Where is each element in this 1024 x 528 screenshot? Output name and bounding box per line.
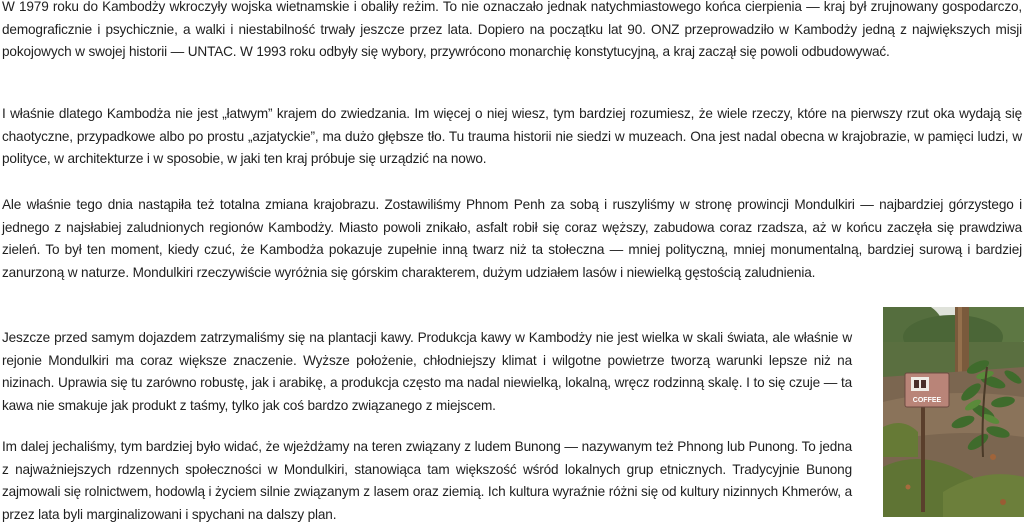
coffee-plantation-photo [883, 307, 1024, 517]
sign-text: COFFEE [912, 397, 942, 404]
paragraph-bunong: Im dalej jechaliśmy, tym bardziej było widać, że wjeżdżamy na teren związany z ludem Bunong — nazywanym też Phnong lub Punong. To jedna z najważniejszych rdzennych społeczności w Mondulkiri, stanowiąca tam większość wśród lokalnych grup etnicznych. Tradycyjnie Bunong zajmowali się rolnictwem, hodowlą i życiem silnie związanym z lasem oraz ziemią. Ich kultura wyraźnie różni się od kultury nizinnych Khmerów, a przez lata byli marginalizowani i spychani na dalszy plan. [2, 439, 852, 522]
paragraph-trauma: I właśnie dlatego Kambodża nie jest „łatwym” krajem do zwiedzania. Im więcej o niej wiesz, tym bardziej rozumiesz, że wiele rzeczy, które na pierwszy rzut oka wydają się chaotyczne, przypadkowe albo po prostu „azjatyckie”, ma dużo głębsze tło. Tu trauma historii nie siedzi w muzeach. Ona jest nadal obecna w krajobrazie, w pamięci ludzi, w polityce, w architekturze i w sposobie, w jaki ten kraj próbuje się urządzić na nowo. [2, 106, 1022, 167]
paragraph-coffee: Jeszcze przed samym dojazdem zatrzymaliśmy się na plantacji kawy. Produkcja kawy w Kambodży nie jest wielka w skali świata, ale właśnie w rejonie Mondulkiri ma coraz większe znaczenie. Wyższe położenie, chłodniejszy klimat i wilgotne powietrze tworzą warunki lepsze niż na nizinach. Uprawia się tu zarówno robustę, jak i arabikę, a produkcja często ma nadal niewielką, lokalną, wręcz rodzinną skalę. I to się czuje — ta kawa nie smakuje jak produkt z taśmy, tylko jak coś bardzo związanego z miejscem. [2, 330, 852, 413]
paragraph-history: W 1979 roku do Kambodży wkroczyły wojska wietnamskie i obaliły reżim. To nie oznaczało jednak natychmiastowego końca cierpienia — kraj był zrujnowany gospodarczo, demograficznie i psychicznie, a walki i niestabilność trwały jeszcze przez lata. Dopiero na początku lat 90. ONZ przeprowadziło w Kambodży jedną z największych misji pokojowych w swojej historii — UNTAC. W 1993 roku odbyły się wybory, przywrócono monarchię konstytucyjną, a kraj zaczął się powoli odbudowywać. [2, 0, 1022, 60]
paragraph-mondulkiri: Ale właśnie tego dnia nastąpiła też totalna zmiana krajobrazu. Zostawiliśmy Phnom Penh za sobą i ruszyliśmy w stronę prowincji Mondulkiri — najbardziej górzystego i jednego z najsłabiej zaludnionych regionów Kambodży. Miasto powoli znikało, asfalt robił się coraz węższy, zabudowa coraz rzadsza, aż w końcu zaczęła się prawdziwa zieleń. To był ten moment, kiedy czuć, że Kambodża pokazuje zupełnie inną twarz niż ta stołeczna — mniej polityczną, mniej monumentalną, bardziej surową i bardziej zanurzoną w naturze. Mondulkiri rzeczywiście wyróżnia się górskim charakterem, dużym udziałem lasów i niewielką gęstością zaludnienia. [2, 197, 1022, 280]
